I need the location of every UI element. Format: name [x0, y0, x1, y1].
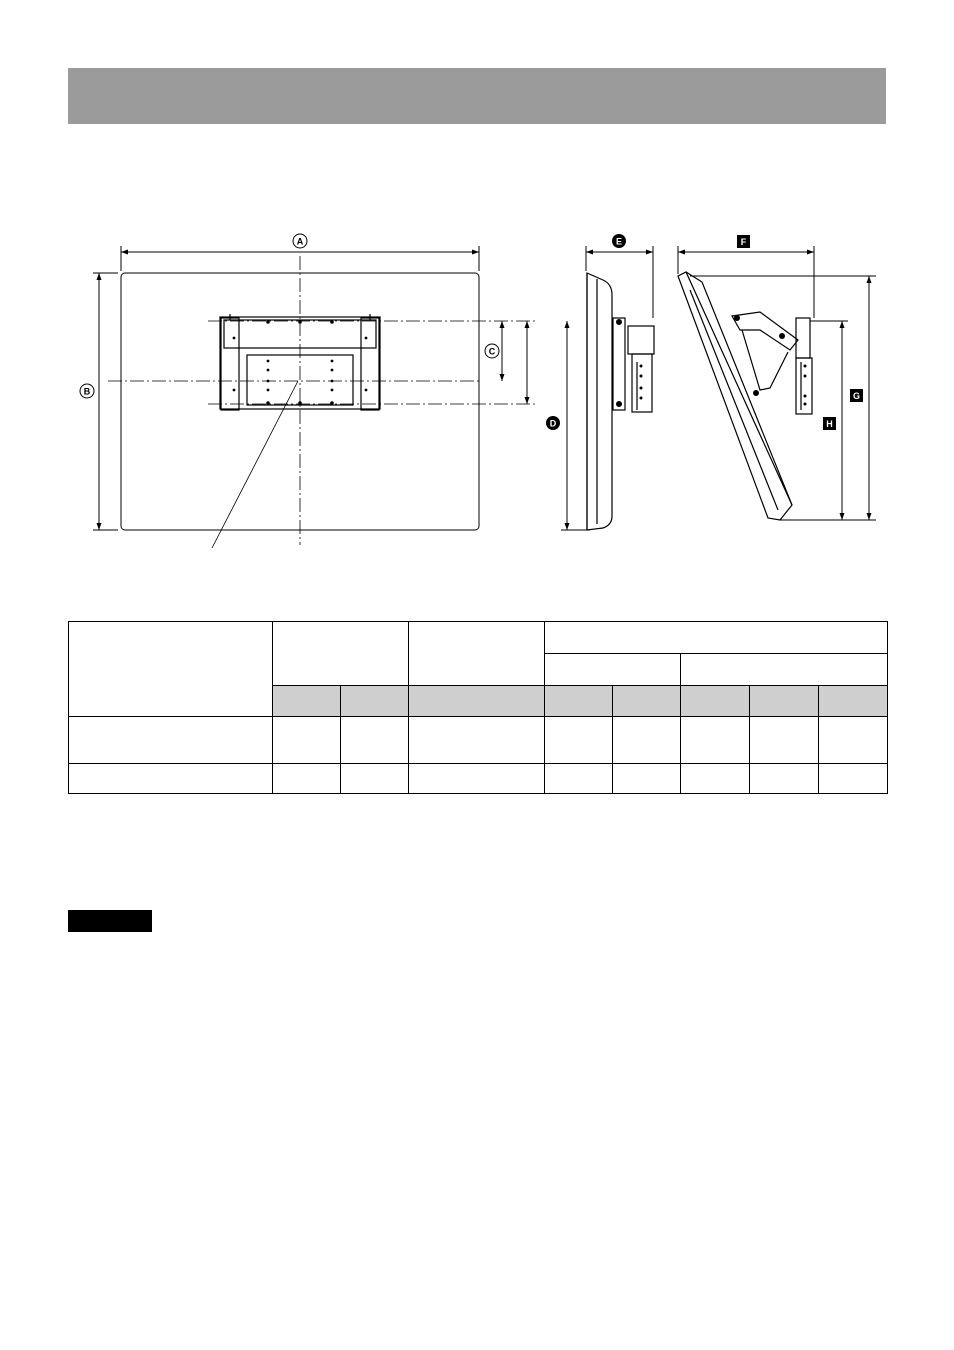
- svg-text:B: B: [83, 386, 91, 397]
- label-f: [737, 235, 750, 248]
- table-col-g: [750, 686, 819, 717]
- table-col-b: [341, 686, 409, 717]
- table-col-f: [681, 686, 750, 717]
- table-row: [69, 717, 888, 764]
- table-header-angle-20: [681, 654, 888, 686]
- table-col-d: [545, 686, 613, 717]
- label-a: [293, 234, 307, 248]
- svg-text:A: A: [296, 236, 304, 247]
- note-label-tag: [68, 910, 152, 932]
- svg-text:G: G: [852, 391, 861, 401]
- label-c: [485, 344, 499, 358]
- label-h: [823, 417, 836, 430]
- table-header-angle-0: [545, 654, 681, 686]
- svg-text:C: C: [488, 346, 496, 357]
- table-header-row-1: [69, 622, 888, 654]
- label-e: [612, 234, 626, 248]
- label-g: [850, 389, 863, 402]
- dimensions-table: [68, 621, 888, 794]
- svg-text:E: E: [615, 236, 623, 247]
- dimension-diagram: [0, 0, 954, 600]
- label-b: [80, 384, 94, 398]
- table-col-e: [613, 686, 681, 717]
- table-col-h: [819, 686, 888, 717]
- table-row: [69, 764, 888, 794]
- label-d: [546, 416, 560, 430]
- svg-text:F: F: [740, 237, 747, 247]
- svg-text:H: H: [826, 419, 833, 429]
- svg-text:D: D: [549, 418, 557, 429]
- table-header-screen-center: [409, 622, 545, 686]
- table-col-c: [409, 686, 545, 717]
- table-header-display-dimensions: [273, 622, 409, 686]
- side-view-tilted: [678, 272, 812, 520]
- table-col-a: [273, 686, 341, 717]
- table-header-model: [69, 622, 273, 717]
- table-header-length-for-mounting: [545, 622, 888, 654]
